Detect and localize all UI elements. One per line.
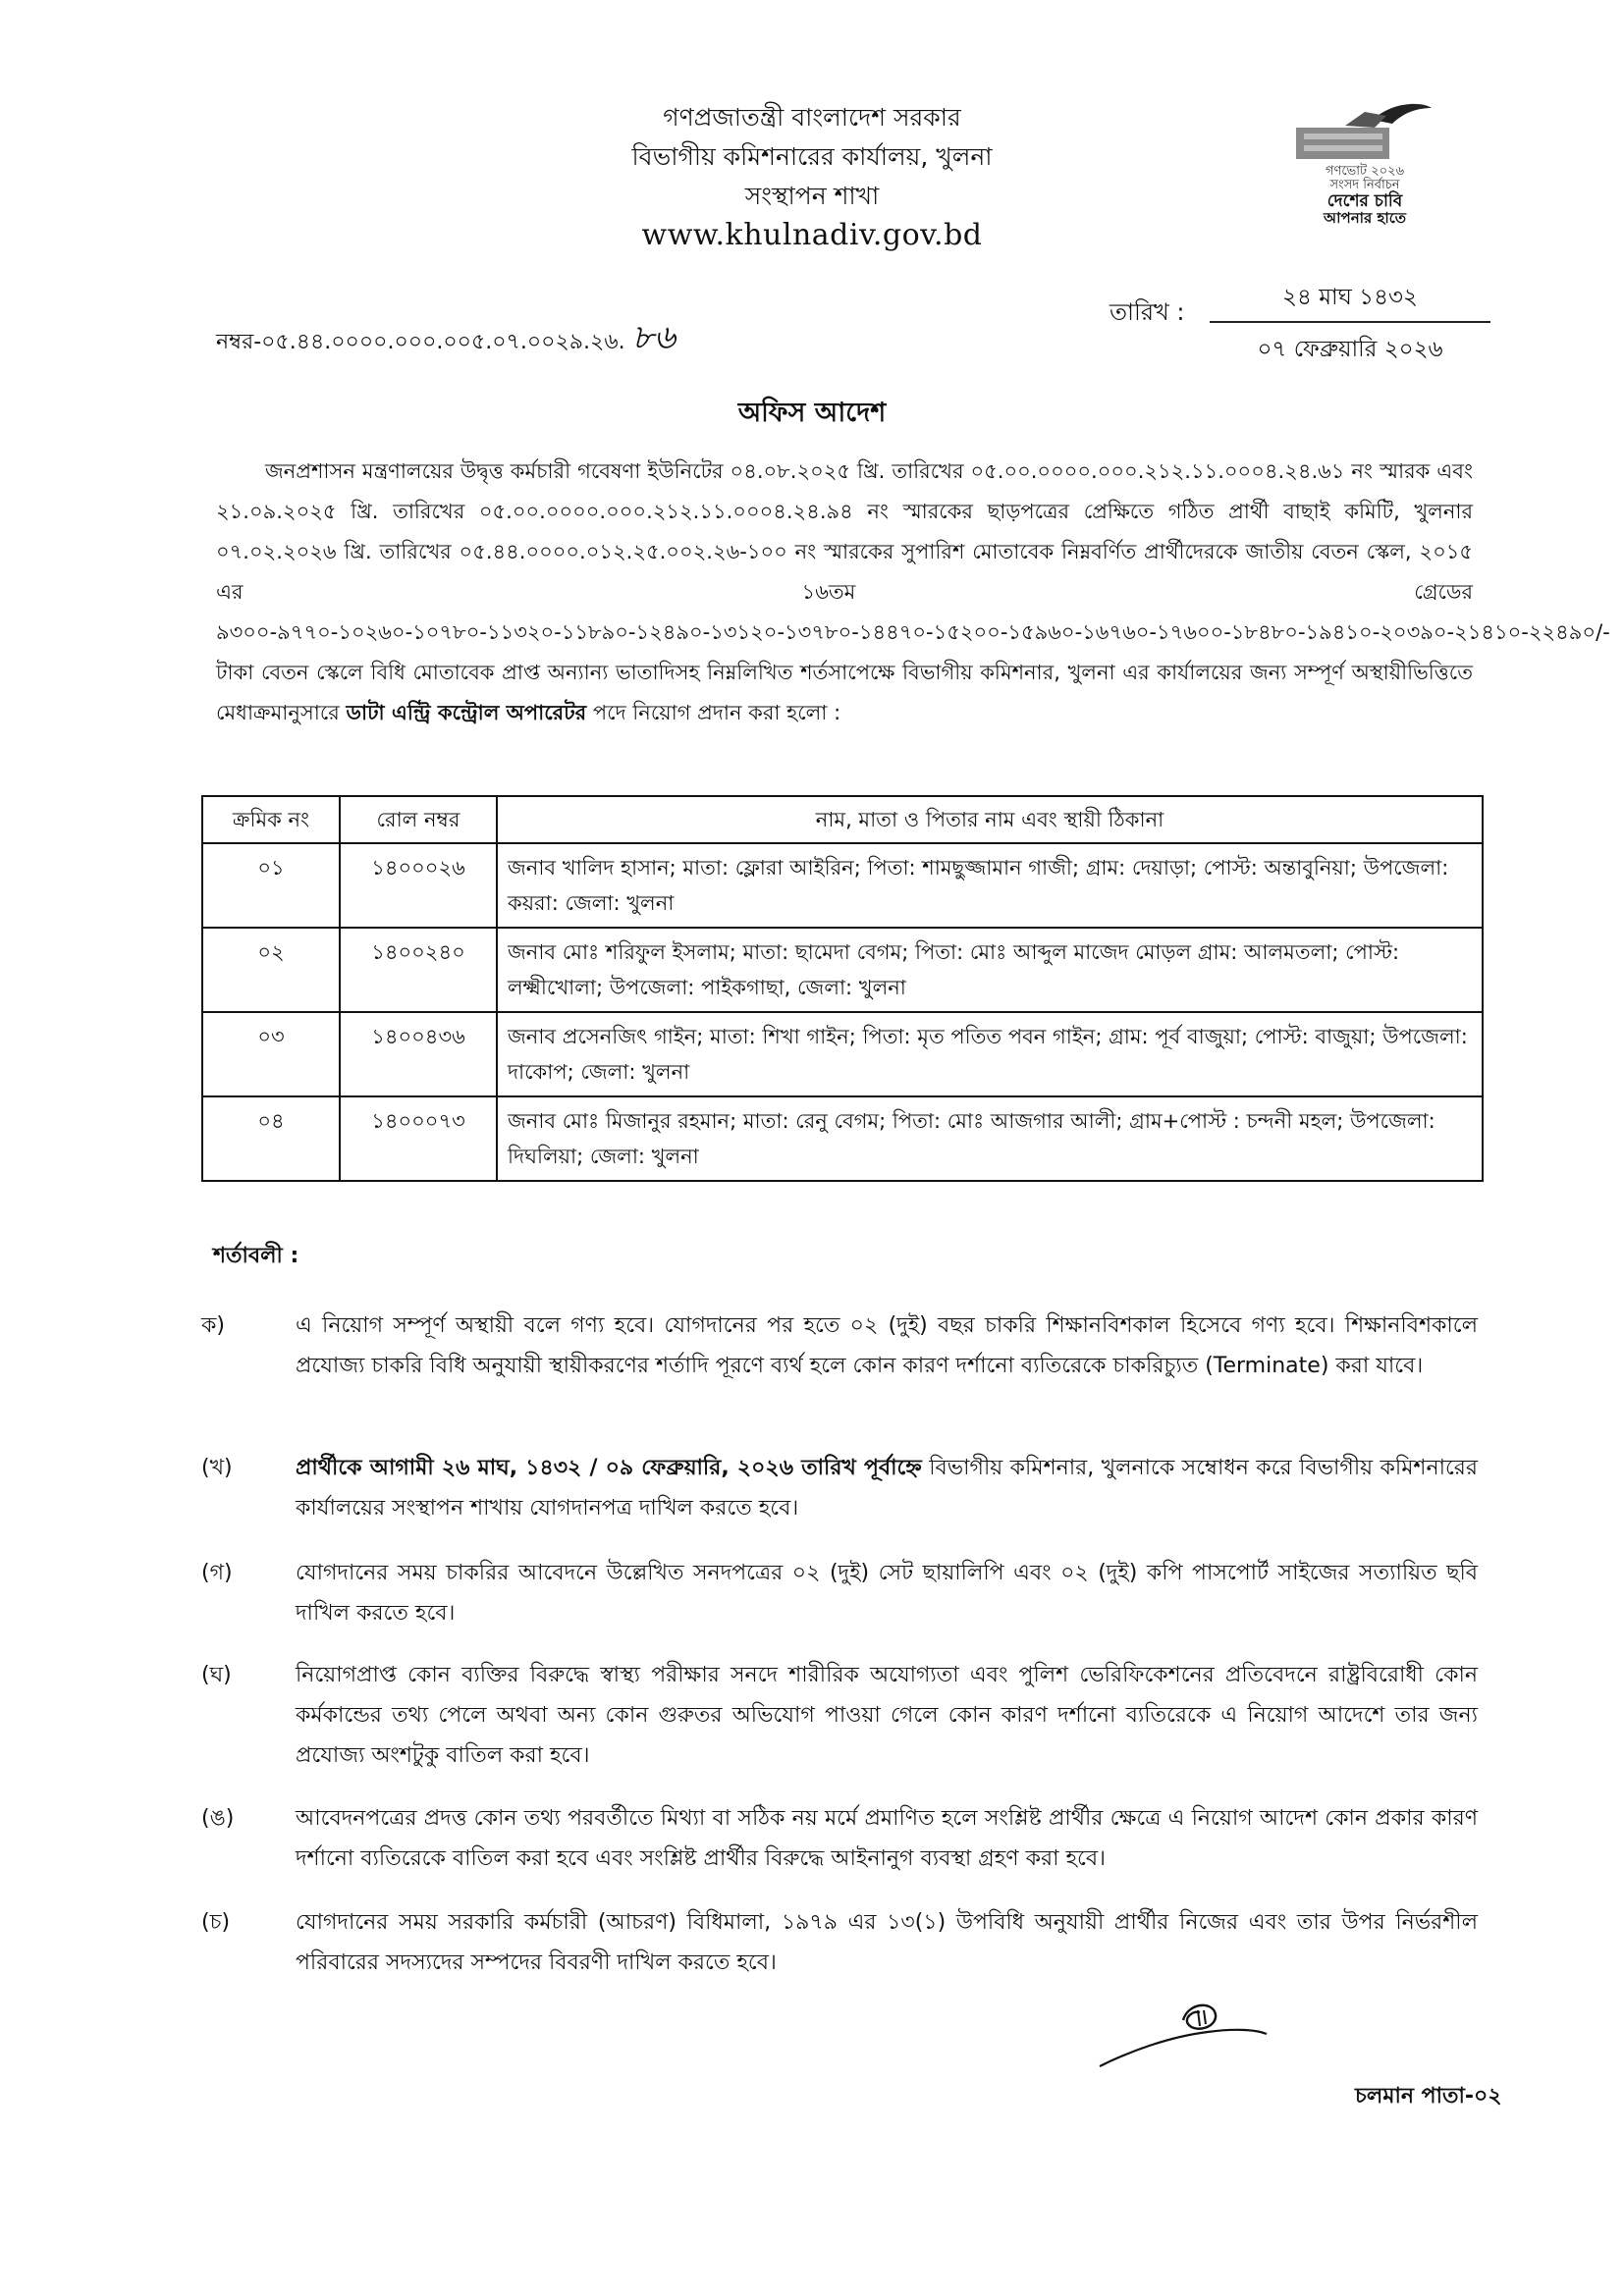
date-block	[1210, 279, 1490, 369]
details-cell: জনাব মোঃ শরিফুল ইসলাম; মাতা: ছামেদা বেগম; পিতা: মোঃ আব্দুল মাজেদ মোড়ল গ্রাম: আলমতলা; পোস্ট: লক্ষ্মীখোলা; উপজেলা: পাইকগাছা, জেলা: খুলনা	[497, 928, 1483, 1012]
website-link[interactable]: www.khulnadiv.gov.bd	[641, 218, 983, 252]
date-bangla: ২৪ মাঘ ১৪৩২	[1210, 279, 1490, 323]
roll-cell: ১৪০০০২৬	[340, 843, 497, 928]
terms-heading: শর্তাবলী :	[213, 1244, 299, 1268]
serial-cell: ০১	[202, 843, 340, 928]
term-item	[201, 1306, 1478, 1386]
table-row	[202, 928, 1483, 1012]
page-title: অফিস আদেশ	[737, 398, 887, 428]
section-name: সংস্থাপন শাখা	[744, 182, 880, 210]
term-text: নিয়োগপ্রাপ্ত কোন ব্যক্তির বিরুদ্ধে স্বাস্থ্য পরীক্ষার সনদে শারীরিক অযোগ্যতা এবং পুলিশ ভেরিফিকেশনের প্রতিবেদনে রাষ্ট্রবিরোধী কোন কর্মকান্ডের তথ্য পেলে অথবা অন্য কোন গুরুতর অভিযোগ পাওয়া গেলে কোন কারণ দর্শানো ব্যতিরেকে এ নিয়োগ আদেশে তার জন্য প্রযোজ্য অংশটুকু বাতিল করা হবে।	[296, 1663, 1478, 1768]
govt-name: গণপ্রজাতন্ত্রী বাংলাদেশ সরকার	[663, 103, 961, 132]
details-cell: জনাব মোঃ মিজানুর রহমান; মাতা: রেনু বেগম; পিতা: মোঃ আজগার আলী; গ্রাম+পোস্ট : চন্দনী মহল; উপজেলা: দিঘলিয়া; জেলা: খুলনা	[497, 1096, 1483, 1181]
memo-number-text: নম্বর-০৫.৪৪.০০০০.০০০.০০৫.০৭.০০২৯.২৬.	[216, 330, 625, 354]
table-header-row	[202, 796, 1483, 843]
table-row	[202, 843, 1483, 928]
election-logo-icon	[1276, 98, 1453, 236]
signature-mark	[1090, 1983, 1286, 2091]
continued-page-note: চলমান পাতা-০২	[1355, 2084, 1502, 2109]
roll-cell: ১৪০০৪৩৬	[340, 1012, 497, 1096]
intro-text: জনপ্রশাসন মন্ত্রণালয়ের উদ্বৃত্ত কর্মচারী গবেষণা ইউনিটের ০৪.০৮.২০২৫ খ্রি. তারিখের ০৫.০০.০০০০.০০০.২১২.১১.০০০৪.২৪.৬১ নং স্মারক এবং ২১.০৯.২০২৫ খ্রি. তারিখের ০৫.০০.০০০০.০০০.২১২.১১.০০০৪.২৪.৯৪ নং স্মারকের ছাড়পত্রের প্রেক্ষিতে গঠিত প্রার্থী বাছাই কমিটি, খুলনার ০৭.০২.২০২৬ খ্রি. তারিখের ০৫.৪৪.০০০০.০১২.২৫.০০২.২৬-১০০ নং স্মারকের সুপারিশ মোতাবেক নিম্নবর্ণিত প্রার্থীদেরকে জাতীয় বেতন স্কেল, ২০১৫ এর ১৬তম গ্রেডের ৯৩০০-৯৭৭০-১০২৬০-১০৭৮০-১১৩২০-১১৮৯০-১২৪৯০-১৩১২০-১৩৭৮০-১৪৪৭০-১৫২০০-১৫৯৬০-১৬৭৬০-১৭৬০০-১৮৪৮০-১৯৪১০-২০৩৯০-২১৪১০-২২৪৯০/-টাকা বেতন স্কেলে বিধি মোতাবেক প্রাপ্ত অন্যান্য ভাতাদিসহ নিম্নলিখিত শর্তসাপেক্ষে বিভাগীয় কমিশনার, খুলনা এর কার্যালয়ের জন্য সম্পূর্ণ অস্থায়ীভিত্তিতে মেধাক্রমানুসারে	[216, 459, 1610, 724]
office-name: বিভাগীয় কমিশনারের কার্যালয়, খুলনা	[631, 142, 993, 171]
term-item	[201, 1553, 1478, 1633]
date-english: ০৭ ফেব্রুয়ারি ২০২৬	[1257, 337, 1443, 362]
term-text: এ নিয়োগ সম্পূর্ণ অস্থায়ী বলে গণ্য হবে। যোগদানের পর হতে ০২ (দুই) বছর চাকরি শিক্ষানবিশকাল হিসেবে গণ্য হবে। শিক্ষানবিশকালে প্রযোজ্য চাকরি বিধি অনুযায়ী স্থায়ীকরণের শর্তাদি পূরণে ব্যর্থ হলে কোন কারণ দর্শানো ব্যতিরেকে চাকরিচ্যুত (Terminate) করা যাবে।	[296, 1313, 1478, 1378]
post-name: ডাটা এন্ট্রি কন্ট্রোল অপারেটর	[346, 701, 587, 724]
serial-cell: ০৩	[202, 1012, 340, 1096]
roll-cell: ১৪০০২৪০	[340, 928, 497, 1012]
candidate-table	[201, 795, 1484, 1182]
term-text-rest: বিভাগীয় কমিশনার, খুলনাকে সম্বোধন করে বিভাগীয় কমিশনারের কার্যালয়ের সংস্থাপন শাখায় যোগদানপত্র দাখিল করতে হবে।	[296, 1456, 1479, 1521]
term-item	[201, 1798, 1478, 1879]
table-row	[202, 1012, 1483, 1096]
term-label: ক)	[201, 1313, 225, 1338]
details-cell: জনাব প্রসেনজিৎ গাইন; মাতা: শিখা গাইন; পিতা: মৃত পতিত পবন গাইন; গ্রাম: পূর্ব বাজুয়া; পোস্ট: বাজুয়া; উপজেলা: দাকোপ; জেলা: খুলনা	[497, 1012, 1483, 1096]
term-text	[296, 1448, 1478, 1528]
handwritten-serial: ৮৬	[631, 318, 676, 357]
term-text-bold: প্রার্থীকে আগামী ২৬ মাঘ, ১৪৩২ / ০৯ ফেব্রুয়ারি, ২০২৬ তারিখ পূর্বাহ্নে	[296, 1456, 922, 1480]
term-label: (খ)	[201, 1456, 233, 1480]
intro-text-end: পদে নিয়োগ প্রদান করা হলো :	[592, 701, 841, 724]
term-text: আবেদনপত্রের প্রদত্ত কোন তথ্য পরবর্তীতে মিথ্যা বা সঠিক নয় মর্মে প্রমাণিত হলে সংশ্লিষ্ট প্রার্থীর ক্ষেত্রে এ নিয়োগ আদেশ কোন প্রকার কারণ দর্শানো ব্যতিরেকে বাতিল করা হবে এবং সংশ্লিষ্ট প্রার্থীর বিরুদ্ধে আইনানুগ ব্যবস্থা গ্রহণ করা হবে।	[296, 1806, 1478, 1871]
serial-cell: ০৪	[202, 1096, 340, 1181]
table-row	[202, 1096, 1483, 1181]
col-serial: ক্রমিক নং	[202, 796, 340, 843]
intro-paragraph	[216, 452, 1610, 733]
roll-cell: ১৪০০০৭৩	[340, 1096, 497, 1181]
term-text: যোগদানের সময় চাকরির আবেদনে উল্লেখিত সনদপত্রের ০২ (দুই) সেট ছায়ালিপি এবং ০২ (দুই) কপি পাসপোর্ট সাইজের সত্যায়িত ছবি দাখিল করতে হবে।	[296, 1561, 1478, 1626]
date-label: তারিখ :	[1110, 298, 1185, 326]
serial-cell: ০২	[202, 928, 340, 1012]
memo-number	[216, 312, 676, 368]
term-item	[201, 1902, 1478, 1983]
col-details: নাম, মাতা ও পিতার নাম এবং স্থায়ী ঠিকানা	[497, 796, 1483, 843]
logo-line-1: গণভোট ২০২৬	[1325, 164, 1405, 179]
term-item	[201, 1655, 1478, 1776]
term-label: (ঙ)	[201, 1806, 235, 1831]
memo-number-handwritten	[632, 318, 676, 357]
term-label: (চ)	[201, 1910, 231, 1935]
logo-line-3: দেশের চাবি	[1326, 191, 1403, 211]
term-label: (ঘ)	[201, 1663, 232, 1687]
logo-line-2: সংসদ নির্বাচন	[1329, 178, 1400, 192]
term-text: যোগদানের সময় সরকারি কর্মচারী (আচরণ) বিধিমালা, ১৯৭৯ এর ১৩(১) উপবিধি অনুযায়ী প্রার্থীর নিজের এবং তার উপর নির্ভরশীল পরিবারের সদস্যদের সম্পদের বিবরণী দাখিল করতে হবে।	[296, 1910, 1478, 1975]
logo-line-4: আপনার হাতে	[1324, 209, 1406, 227]
term-label: (গ)	[201, 1561, 233, 1585]
details-cell: জনাব খালিদ হাসান; মাতা: ফ্লোরা আইরিন; পিতা: শামছুজ্জামান গাজী; গ্রাম: দেয়াড়া; পোস্ট: অন্তাবুনিয়া; উপজেলা: কয়রা: জেলা: খুলনা	[497, 843, 1483, 928]
col-roll: রোল নম্বর	[340, 796, 497, 843]
term-item	[201, 1448, 1478, 1528]
